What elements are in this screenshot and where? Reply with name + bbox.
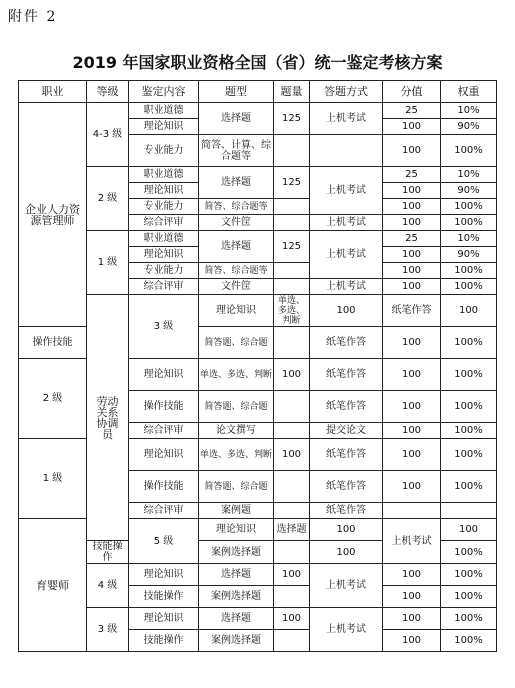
- level-cell: 2 级: [19, 359, 87, 439]
- method-cell: 上机考试: [383, 519, 441, 564]
- level-cell: 3 级: [129, 295, 199, 359]
- count-cell: 100: [274, 359, 310, 391]
- content-cell: 职业道德: [129, 167, 199, 183]
- count-cell: [274, 423, 310, 439]
- content-cell: 技能操作: [129, 586, 199, 608]
- qtype-cell: 选择题: [199, 167, 274, 199]
- weight-cell: 100%: [441, 215, 497, 231]
- weight-cell: 100%: [441, 608, 497, 630]
- qtype-cell: 案例选择题: [199, 541, 274, 564]
- score-cell: 100: [441, 519, 497, 541]
- qtype-cell: 简答、综合题等: [199, 199, 274, 215]
- qtype-cell: 选择题: [199, 103, 274, 135]
- table-row: [19, 295, 497, 327]
- occupation-cell: 企业人力资源管理师: [19, 103, 87, 327]
- header-cell: 题型: [199, 81, 274, 103]
- count-cell: [274, 215, 310, 231]
- weight-cell: 100%: [441, 263, 497, 279]
- content-cell: 综合评审: [129, 215, 199, 231]
- weight-cell: 10%: [441, 231, 497, 247]
- assessment-table: [18, 80, 497, 652]
- score-cell: 100: [383, 391, 441, 423]
- method-cell: 纸笔作答: [310, 439, 383, 471]
- score-cell: 100: [383, 327, 441, 359]
- weight-cell: 100%: [441, 564, 497, 586]
- content-cell: 理论知识: [199, 519, 274, 541]
- occupation-cell: 育婴师: [19, 519, 87, 652]
- weight-cell: 10%: [441, 167, 497, 183]
- count-cell: [274, 391, 310, 423]
- content-cell: 专业能力: [129, 263, 199, 279]
- content-cell: 操作技能: [19, 327, 87, 359]
- method-cell: 提交论文: [310, 423, 383, 439]
- score-cell: 100: [383, 439, 441, 471]
- score-cell: 100: [383, 119, 441, 135]
- header-cell: 题量: [274, 81, 310, 103]
- content-cell: 职业道德: [129, 231, 199, 247]
- score-cell: 100: [383, 279, 441, 295]
- qtype-cell: 案例选择题: [199, 586, 274, 608]
- method-cell: 纸笔作答: [310, 391, 383, 423]
- method-cell: 纸笔作答: [383, 295, 441, 327]
- method-cell: 上机考试: [310, 279, 383, 295]
- occupation-cell: 劳动关系协调员: [87, 295, 129, 541]
- count-cell: [274, 199, 310, 215]
- level-cell: 5 级: [129, 519, 199, 564]
- score-cell: [383, 503, 441, 519]
- qtype-cell: 单选、多选、判断: [274, 295, 310, 327]
- method-cell: [310, 135, 383, 167]
- content-cell: 综合评审: [129, 279, 199, 295]
- qtype-cell: 选择题: [274, 519, 310, 541]
- method-cell: 上机考试: [310, 167, 383, 215]
- content-cell: 理论知识: [129, 183, 199, 199]
- header-cell: 答题方式: [310, 81, 383, 103]
- method-cell: 纸笔作答: [310, 503, 383, 519]
- score-cell: 100: [383, 564, 441, 586]
- count-cell: 100: [274, 564, 310, 586]
- score-cell: 100: [383, 423, 441, 439]
- qtype-cell: 选择题: [199, 231, 274, 263]
- score-cell: 25: [383, 231, 441, 247]
- qtype-cell: 单选、多选、判断: [199, 439, 274, 471]
- method-cell: 纸笔作答: [310, 471, 383, 503]
- header-cell: 权重: [441, 81, 497, 103]
- count-cell: [274, 541, 310, 564]
- header-row: [19, 81, 497, 103]
- weight-cell: 100%: [441, 541, 497, 564]
- table-row: [19, 167, 497, 183]
- qtype-cell: 案例题: [199, 503, 274, 519]
- weight-cell: 100%: [441, 391, 497, 423]
- level-cell: 2 级: [87, 167, 129, 231]
- score-cell: 100: [383, 247, 441, 263]
- level-cell: 4-3 级: [87, 103, 129, 167]
- score-cell: 100: [383, 608, 441, 630]
- level-cell: 4 级: [87, 564, 129, 608]
- method-cell: 上机考试: [310, 608, 383, 652]
- method-cell: 纸笔作答: [310, 327, 383, 359]
- count-cell: 100: [274, 439, 310, 471]
- weight-cell: 100%: [441, 327, 497, 359]
- count-cell: [274, 279, 310, 295]
- score-cell: 100: [383, 215, 441, 231]
- content-cell: 理论知识: [199, 295, 274, 327]
- count-cell: 100: [310, 295, 383, 327]
- weight-cell: 100%: [441, 359, 497, 391]
- content-cell: 理论知识: [129, 247, 199, 263]
- score-cell: 100: [383, 199, 441, 215]
- weight-cell: 100%: [441, 630, 497, 652]
- content-cell: 技能操作: [87, 541, 129, 564]
- content-cell: 操作技能: [129, 471, 199, 503]
- score-cell: 100: [383, 471, 441, 503]
- weight-cell: 90%: [441, 247, 497, 263]
- attachment-label: 附件 2: [8, 9, 58, 25]
- count-cell: 100: [310, 519, 383, 541]
- header-cell: 等级: [87, 81, 129, 103]
- method-cell: 纸笔作答: [310, 359, 383, 391]
- count-cell: 125: [274, 231, 310, 263]
- count-cell: 125: [274, 103, 310, 135]
- score-cell: 100: [441, 295, 497, 327]
- count-cell: [274, 630, 310, 652]
- qtype-cell: 简答、综合题等: [199, 263, 274, 279]
- content-cell: 理论知识: [129, 439, 199, 471]
- method-cell: 上机考试: [310, 103, 383, 135]
- method-cell: 上机考试: [310, 564, 383, 608]
- weight-cell: 100%: [441, 439, 497, 471]
- count-cell: 125: [274, 167, 310, 199]
- level-cell: 1 级: [87, 231, 129, 295]
- score-cell: 100: [383, 183, 441, 199]
- qtype-cell: 简答题、综合题: [199, 327, 274, 359]
- qtype-cell: 单选、多选、判断: [199, 359, 274, 391]
- content-cell: 理论知识: [129, 359, 199, 391]
- table-row: [19, 103, 497, 119]
- content-cell: 综合评审: [129, 503, 199, 519]
- method-cell: 上机考试: [310, 215, 383, 231]
- header-cell: 分值: [383, 81, 441, 103]
- qtype-cell: 选择题: [199, 608, 274, 630]
- weight-cell: 90%: [441, 119, 497, 135]
- content-cell: 操作技能: [129, 391, 199, 423]
- level-cell: 1 级: [19, 439, 87, 519]
- level-cell: 3 级: [87, 608, 129, 652]
- count-cell: [274, 503, 310, 519]
- qtype-cell: 简答题、综合题: [199, 391, 274, 423]
- table-row: [19, 564, 497, 586]
- score-cell: 100: [310, 541, 383, 564]
- weight-cell: 100%: [441, 471, 497, 503]
- header-cell: 鉴定内容: [129, 81, 199, 103]
- count-cell: [274, 586, 310, 608]
- weight-cell: 100%: [441, 423, 497, 439]
- weight-cell: 100%: [441, 279, 497, 295]
- weight-cell: 100%: [441, 135, 497, 167]
- content-cell: 理论知识: [129, 564, 199, 586]
- score-cell: 100: [383, 630, 441, 652]
- weight-cell: 10%: [441, 103, 497, 119]
- table-row: [19, 608, 497, 630]
- count-cell: 100: [274, 608, 310, 630]
- count-cell: [274, 135, 310, 167]
- table-row: [19, 231, 497, 247]
- qtype-cell: 简答题、综合题: [199, 471, 274, 503]
- method-cell: 上机考试: [310, 231, 383, 279]
- page-title: 2019 年国家职业资格全国（省）统一鉴定考核方案: [72, 53, 443, 72]
- content-cell: 理论知识: [129, 119, 199, 135]
- score-cell: 25: [383, 167, 441, 183]
- score-cell: 100: [383, 586, 441, 608]
- content-cell: 专业能力: [129, 135, 199, 167]
- content-cell: 专业能力: [129, 199, 199, 215]
- score-cell: 100: [383, 359, 441, 391]
- qtype-cell: 文件筐: [199, 215, 274, 231]
- qtype-cell: 简答、计算、综合题等: [199, 135, 274, 167]
- weight-cell: 100%: [441, 586, 497, 608]
- qtype-cell: 论文撰写: [199, 423, 274, 439]
- qtype-cell: 案例选择题: [199, 630, 274, 652]
- qtype-cell: 选择题: [199, 564, 274, 586]
- content-cell: 理论知识: [129, 608, 199, 630]
- content-cell: 综合评审: [129, 423, 199, 439]
- content-cell: 技能操作: [129, 630, 199, 652]
- header-cell: 职业: [19, 81, 87, 103]
- qtype-cell: 文件筐: [199, 279, 274, 295]
- score-cell: 25: [383, 103, 441, 119]
- score-cell: 100: [383, 263, 441, 279]
- count-cell: [274, 263, 310, 279]
- weight-cell: 100%: [441, 199, 497, 215]
- count-cell: [274, 471, 310, 503]
- weight-cell: 90%: [441, 183, 497, 199]
- weight-cell: [441, 503, 497, 519]
- score-cell: 100: [383, 135, 441, 167]
- count-cell: [274, 327, 310, 359]
- content-cell: 职业道德: [129, 103, 199, 119]
